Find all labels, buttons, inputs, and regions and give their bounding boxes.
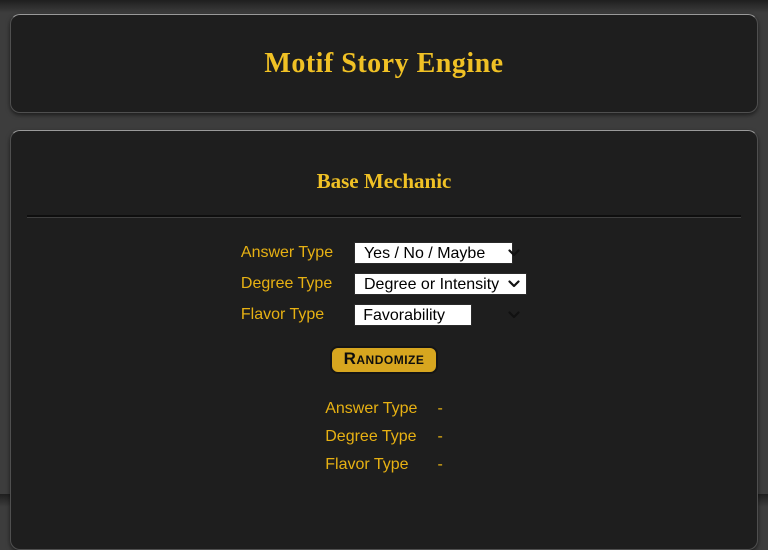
answer-type-select-wrap [354, 242, 527, 264]
button-row [11, 346, 757, 374]
page [0, 14, 768, 550]
result-degree-type-value: - [437, 428, 443, 445]
section-title: Base Mechanic [316, 169, 452, 193]
answer-type-label: Answer Type [240, 244, 334, 261]
base-mechanic-panel [10, 130, 758, 550]
flavor-type-select-wrap [354, 304, 527, 326]
results [325, 401, 443, 472]
answer-type-select[interactable] [354, 242, 513, 264]
result-degree-type-label: Degree Type [325, 428, 417, 445]
degree-type-select-wrap [354, 273, 527, 295]
app-title: Motif Story Engine [264, 47, 504, 79]
result-flavor-type-value: - [437, 456, 443, 473]
header-panel [10, 14, 758, 113]
degree-type-select[interactable] [354, 273, 527, 295]
result-flavor-type-label: Flavor Type [325, 456, 409, 473]
result-answer-type-value: - [437, 400, 443, 417]
divider [27, 215, 741, 218]
base-mechanic-form [241, 242, 527, 326]
flavor-type-label: Flavor Type [240, 306, 325, 323]
flavor-type-select[interactable] [354, 304, 472, 326]
chevron-down-icon [508, 311, 520, 319]
result-answer-type-label: Answer Type [325, 400, 418, 417]
degree-type-label: Degree Type [240, 275, 333, 292]
randomize-button[interactable]: Randomize [330, 346, 439, 374]
